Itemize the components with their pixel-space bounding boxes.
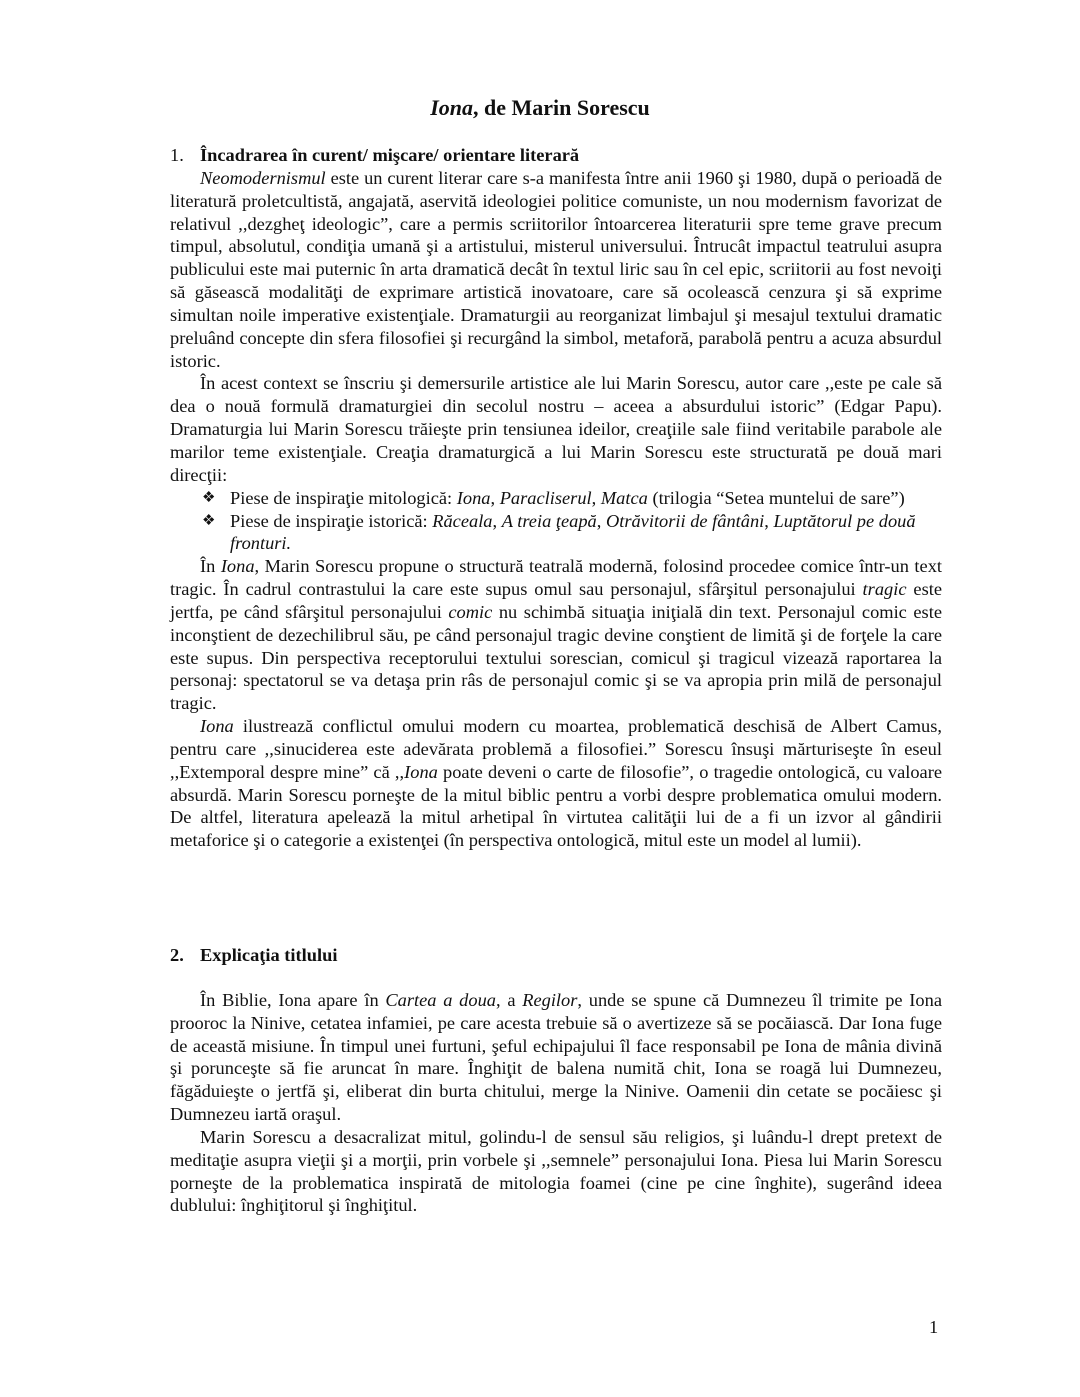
paragraph: [170, 555, 942, 715]
term-italic: Neomodernismul: [200, 167, 326, 188]
diamond-bullet-icon: ❖: [202, 512, 216, 529]
paragraph-text: este un curent literar care s-a manifesta între anii 1960 şi 1980, după o perioadă de literatură proletcultistă, angajată, aservită ideologiei politice comuniste, un nou modernism favorizat de relativul ,,dezgheţ ideologic”, care a permis scriitorilor întoarcerea literaturii spre teme grave precum timpul, absolutul, condiţia umană şi a artistului, misterul universului. Întrucât impactul teatrului asupra publicului este mai puternic în arta dramatică decât în textul liric sau în cel epic, scriitorii au fost nevoiţi să găsească modalităţi de exprimare artistică inovatoare, care să ocolească cenzura şi să exprime simultan noile imperative existenţiale. Dramaturgii au reorganizat limbajul şi mesajul textului dramatic preluând concepte din sfera filosofiei şi recurgând la simbol, metaforă, parabolă pentru a acuza absurdul istoric.: [170, 167, 942, 371]
paragraph: Marin Sorescu a desacralizat mitul, golindu-l de sensul său religios, şi luându-l drept pretext de meditaţie asupra vieţii şi a morţii, prin vorbele şi ,,semnele” personajului Iona. Piesa lui Marin Sorescu porneşte de la problematica inspirată de mitologia foamei (cine pe cine înghite), sugerând ideea dublului: înghiţitorul şi înghiţitul.: [170, 1126, 942, 1216]
section-2: [170, 944, 942, 1217]
list-item-tail: (trilogia “Setea muntelui de sare”): [647, 487, 905, 508]
text-italic: comic: [448, 601, 493, 622]
page-number: 1: [929, 1317, 939, 1337]
text-run: , Marin Sorescu propune o structură teatrală modernă, folosind procedee comice într-un text tragic. În cadrul contrastului la care este supus omul sau personajul, sfârşitul personajului: [170, 556, 942, 600]
section-2-heading-text: Explicaţia titlului: [200, 945, 338, 965]
separator: ,: [596, 510, 606, 531]
list-item: [200, 510, 942, 556]
work-title: Răceala: [432, 510, 493, 531]
title-italic: Iona: [430, 95, 473, 120]
work-title: Matca: [600, 487, 648, 508]
separator: ,: [492, 510, 502, 531]
text-run: În: [200, 556, 221, 577]
separator: ,: [490, 487, 500, 508]
text-italic: Iona: [404, 761, 438, 782]
list-item-lead: Piese de inspiraţie istorică:: [230, 510, 433, 531]
paragraph: [170, 167, 942, 373]
text-italic: tragic: [862, 579, 907, 600]
work-title: A treia ţeapă: [501, 510, 597, 531]
works-list: [170, 487, 942, 556]
text-run: , unde se spune că Dumnezeu îl trimite pe Iona prooroc la Ninive, cetatea infamiei, pe care acesta trebuie să o avertizeze să se pocăiască. Dar Iona fuge de această misiune. În timpul unei furtuni, şeful echipajului îl face responsabil pe Iona de mânia divină şi porunceşte să fie aruncat în mare. Înghiţit de balena numită chit, Iona se roagă lui Dumnezeu, făgăduieşte o jertfă şi, eliberat din burta chitului, merge la Ninive. Oamenii din cetate se pocăiesc şi Dumnezeu iartă oraşul.: [170, 989, 942, 1125]
section-2-number: 2.: [170, 945, 184, 965]
section-1-heading-text: Încadrarea în curent/ mişcare/ orientare literară: [200, 145, 580, 165]
work-title: Luptătorul pe două fronturi.: [230, 510, 916, 554]
text-run: În Biblie, Iona apare în: [200, 989, 386, 1010]
paragraph: În acest context se înscriu şi demersurile artistice ale lui Marin Sorescu, autor care ,,este pe cale să dea o nouă formulă dramaturgiei din secolul nostru – aceea a absurdului istoric” (Edgar Papu). Dramaturgia lui Marin Sorescu trăieşte prin tensiunea ideilor, creaţiile sale fiind veritabile parabole ale marilor teme existenţiale. Creaţia dramaturgică a lui Marin Sorescu este structurată pe două mari direcţii:: [170, 373, 942, 485]
work-title: Otrăvitorii de fântâni: [605, 510, 765, 531]
separator: ,: [591, 487, 601, 508]
text-italic: Cartea a doua: [385, 989, 496, 1010]
work-title: Iona: [456, 487, 491, 508]
text-run: nu schimbă situaţia iniţială din text. Personajul comic este inconştient de dezechilibrul său, pe când personajul tragic devine conştient de limită şi de forţele la care este supus. Din perspectiva receptorului textului sorescian, comicul şi tragicul vizează raportarea la personaj: spectatorul se va detaşa prin râs de personajul comic şi se va apropia prin milă de personajul tragic.: [170, 601, 942, 714]
text-italic: Iona: [200, 716, 234, 737]
text-run: ilustrează conflictul omului modern cu moartea, problematică deschisă de Albert Camus, pentru care ,,sinuciderea este adevărata problemă a filosofiei.” Sorescu însuşi mărturiseşte în eseul ,,Extemporal despre mine” că ,,: [170, 716, 942, 782]
list-item-lead: Piese de inspiraţie mitologică:: [230, 487, 457, 508]
text-italic: Regilor: [522, 989, 578, 1010]
text-italic: Iona: [220, 556, 255, 577]
separator: ,: [764, 510, 774, 531]
paragraph: [170, 989, 942, 1126]
title-rest: , de Marin Sorescu: [472, 95, 650, 120]
section-1-number: 1.: [170, 145, 184, 165]
text-run: este jertfa, pe când sfârşitul personajului: [170, 579, 942, 622]
page-title: [0, 94, 1080, 122]
text-run: , a: [495, 989, 523, 1010]
work-title: Paracliserul: [499, 487, 592, 508]
paragraph: [170, 715, 942, 852]
section-2-heading: [170, 944, 942, 967]
list-item: [200, 487, 942, 510]
diamond-bullet-icon: ❖: [202, 489, 216, 506]
section-1: [170, 144, 942, 852]
section-1-heading: [170, 144, 942, 167]
text-run: poate deveni o carte de filosofie”, o tragedie ontologică, cu valoare absurdă. Marin Sorescu porneşte de la mitul biblic pentru a vorbi despre problematica omului modern. De altfel, literatura apelează la mitul arhetipal în virtutea calităţii lui de a fi un izvor al gândirii metaforice şi o categorie a existenţei (în perspectiva ontologică, mitul este un model al lumii).: [170, 761, 942, 851]
